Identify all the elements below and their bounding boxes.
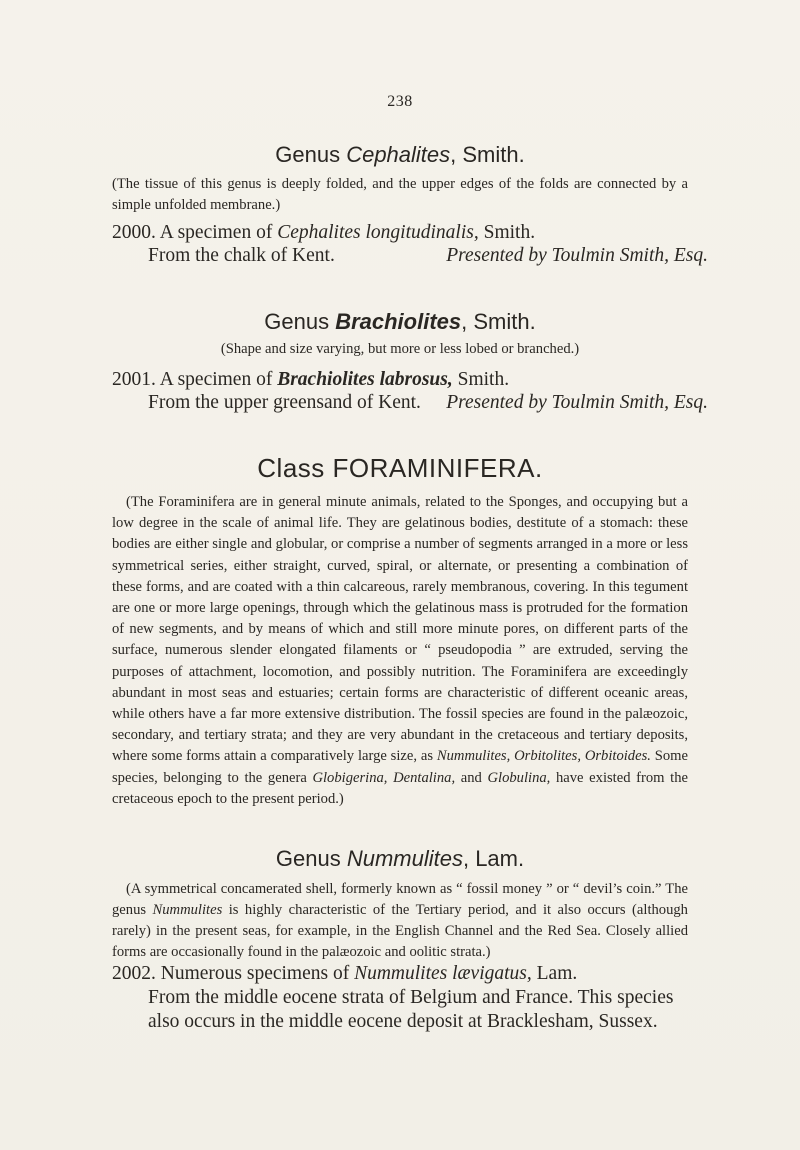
specimen-locality: From the chalk of Kent. [148,245,335,266]
brachiolites-note: (Shape and size varying, but more or less lobed or branched.) [220,341,580,357]
note-text: (A symmetrical concamerated shell, formerly known as “ fossil money ” or “ devil’s coin.” The genus [112,881,688,918]
foraminifera-note [112,492,688,810]
specimen-2001 [112,368,696,392]
heading-genus-name: Brachiolites [335,309,462,334]
heading-genus-label: Genus [275,142,347,167]
note-text: (The Foraminifera are in general minute animals, related to the Sponges, and occupying but a low degree in the scale of animal life. They are gelatinous bodies, destitute of a stomach: these bodies are either single and globular, or comprise a number of segments arranged in a more or less symmetrical series, either straight, curved, spiral, or alternate, or presenting a combination of these forms, and are coated with a thin calcareous, rarely membranous, covering. In this tegument are one or more large openings, through which the gelatinous mass is protruded for the formation of new segments, and by means of which and still more minute pores, on different parts of the surface, numerous slender elongated filaments or “ pseudopodia ” are extruded, serving the purposes of attachment, locomotion, and possibly nutrition. The Foraminifera are exceedingly abundant in most seas and estuaries; certain forms are characteristic of different oceanic areas, while others have a far more extensive distribution. The fossil species are found in the palæozoic, secondary, and tertiary strata; and they are very abundant in the cretaceous and tertiary deposits, where some forms attain a comparatively large size, as [112,494,688,765]
specimen-species: Cephalites longitudinalis, [277,222,479,243]
note-genus: Nummulites [152,902,223,918]
specimen-locality: From the middle eocene strata of Belgium and France. This species also occurs in the middle eocene deposit at Bracklesham, Sussex. [148,987,674,1032]
cephalites-note: (The tissue of this genus is deeply folded, and the upper edges of the folds are connected by a simple unfolded membrane.) [112,176,688,213]
heading-genus-author: , Lam. [462,846,525,871]
nummulites-note [112,879,688,963]
note-genera: Globigerina, Dentalina, [312,769,456,786]
genus-nummulites-heading [0,846,800,872]
specimen-author: Smith. [452,369,510,390]
note-text: and [455,769,488,786]
heading-genus-author: , Smith. [461,309,536,334]
specimen-author: Lam. [531,963,578,984]
note-text: is highly characteristic of the Tertiary period, and it also occurs (although rarely) in the present seas, for example, in the English Channel and the Red Sea. Closely allied forms are occasionally found in the palæozoic and oolitic strata.) [112,902,688,960]
specimen-number: 2001. [112,369,156,390]
specimen-locality: From the upper greensand of Kent. [148,392,421,413]
heading-genus-label: Genus [264,309,336,334]
specimen-prefix: A specimen of [159,222,278,243]
specimen-donor: Presented by Toulmin Smith, Esq. [446,245,708,266]
specimen-2000 [112,221,696,245]
specimen-prefix: A specimen of [159,369,278,390]
genus-brachiolites-heading [0,309,800,335]
specimen-prefix: Numerous specimens of [160,963,355,984]
specimen-species: Brachiolites labrosus, [277,369,453,390]
heading-genus-author: , Smith. [450,142,525,167]
genus-cephalites-heading [0,142,800,168]
specimen-species: Nummulites lævigatus, [354,963,532,984]
note-genera: Globulina, [487,769,551,786]
note-text: Some species, belonging to the genera [112,748,689,786]
note-genera: Nummulites, Orbitolites, Orbitoides. [436,748,651,765]
specimen-2001-locality-line [148,392,708,414]
heading-genus-name: Nummulites [346,846,463,871]
specimen-2000-locality-line [148,245,708,267]
class-foraminifera-heading: Class FORAMINIFERA. [257,453,543,483]
heading-genus-label: Genus [275,846,347,871]
specimen-number: 2002. [112,963,156,984]
specimen-2002 [112,962,696,1034]
note-text: have existed from the cretaceous epoch to the present period.) [112,769,688,807]
specimen-author: Smith. [478,222,536,243]
specimen-donor: Presented by Toulmin Smith, Esq. [446,392,708,413]
page-number: 238 [387,93,413,110]
heading-genus-name: Cephalites [346,142,451,167]
specimen-number: 2000. [112,222,156,243]
